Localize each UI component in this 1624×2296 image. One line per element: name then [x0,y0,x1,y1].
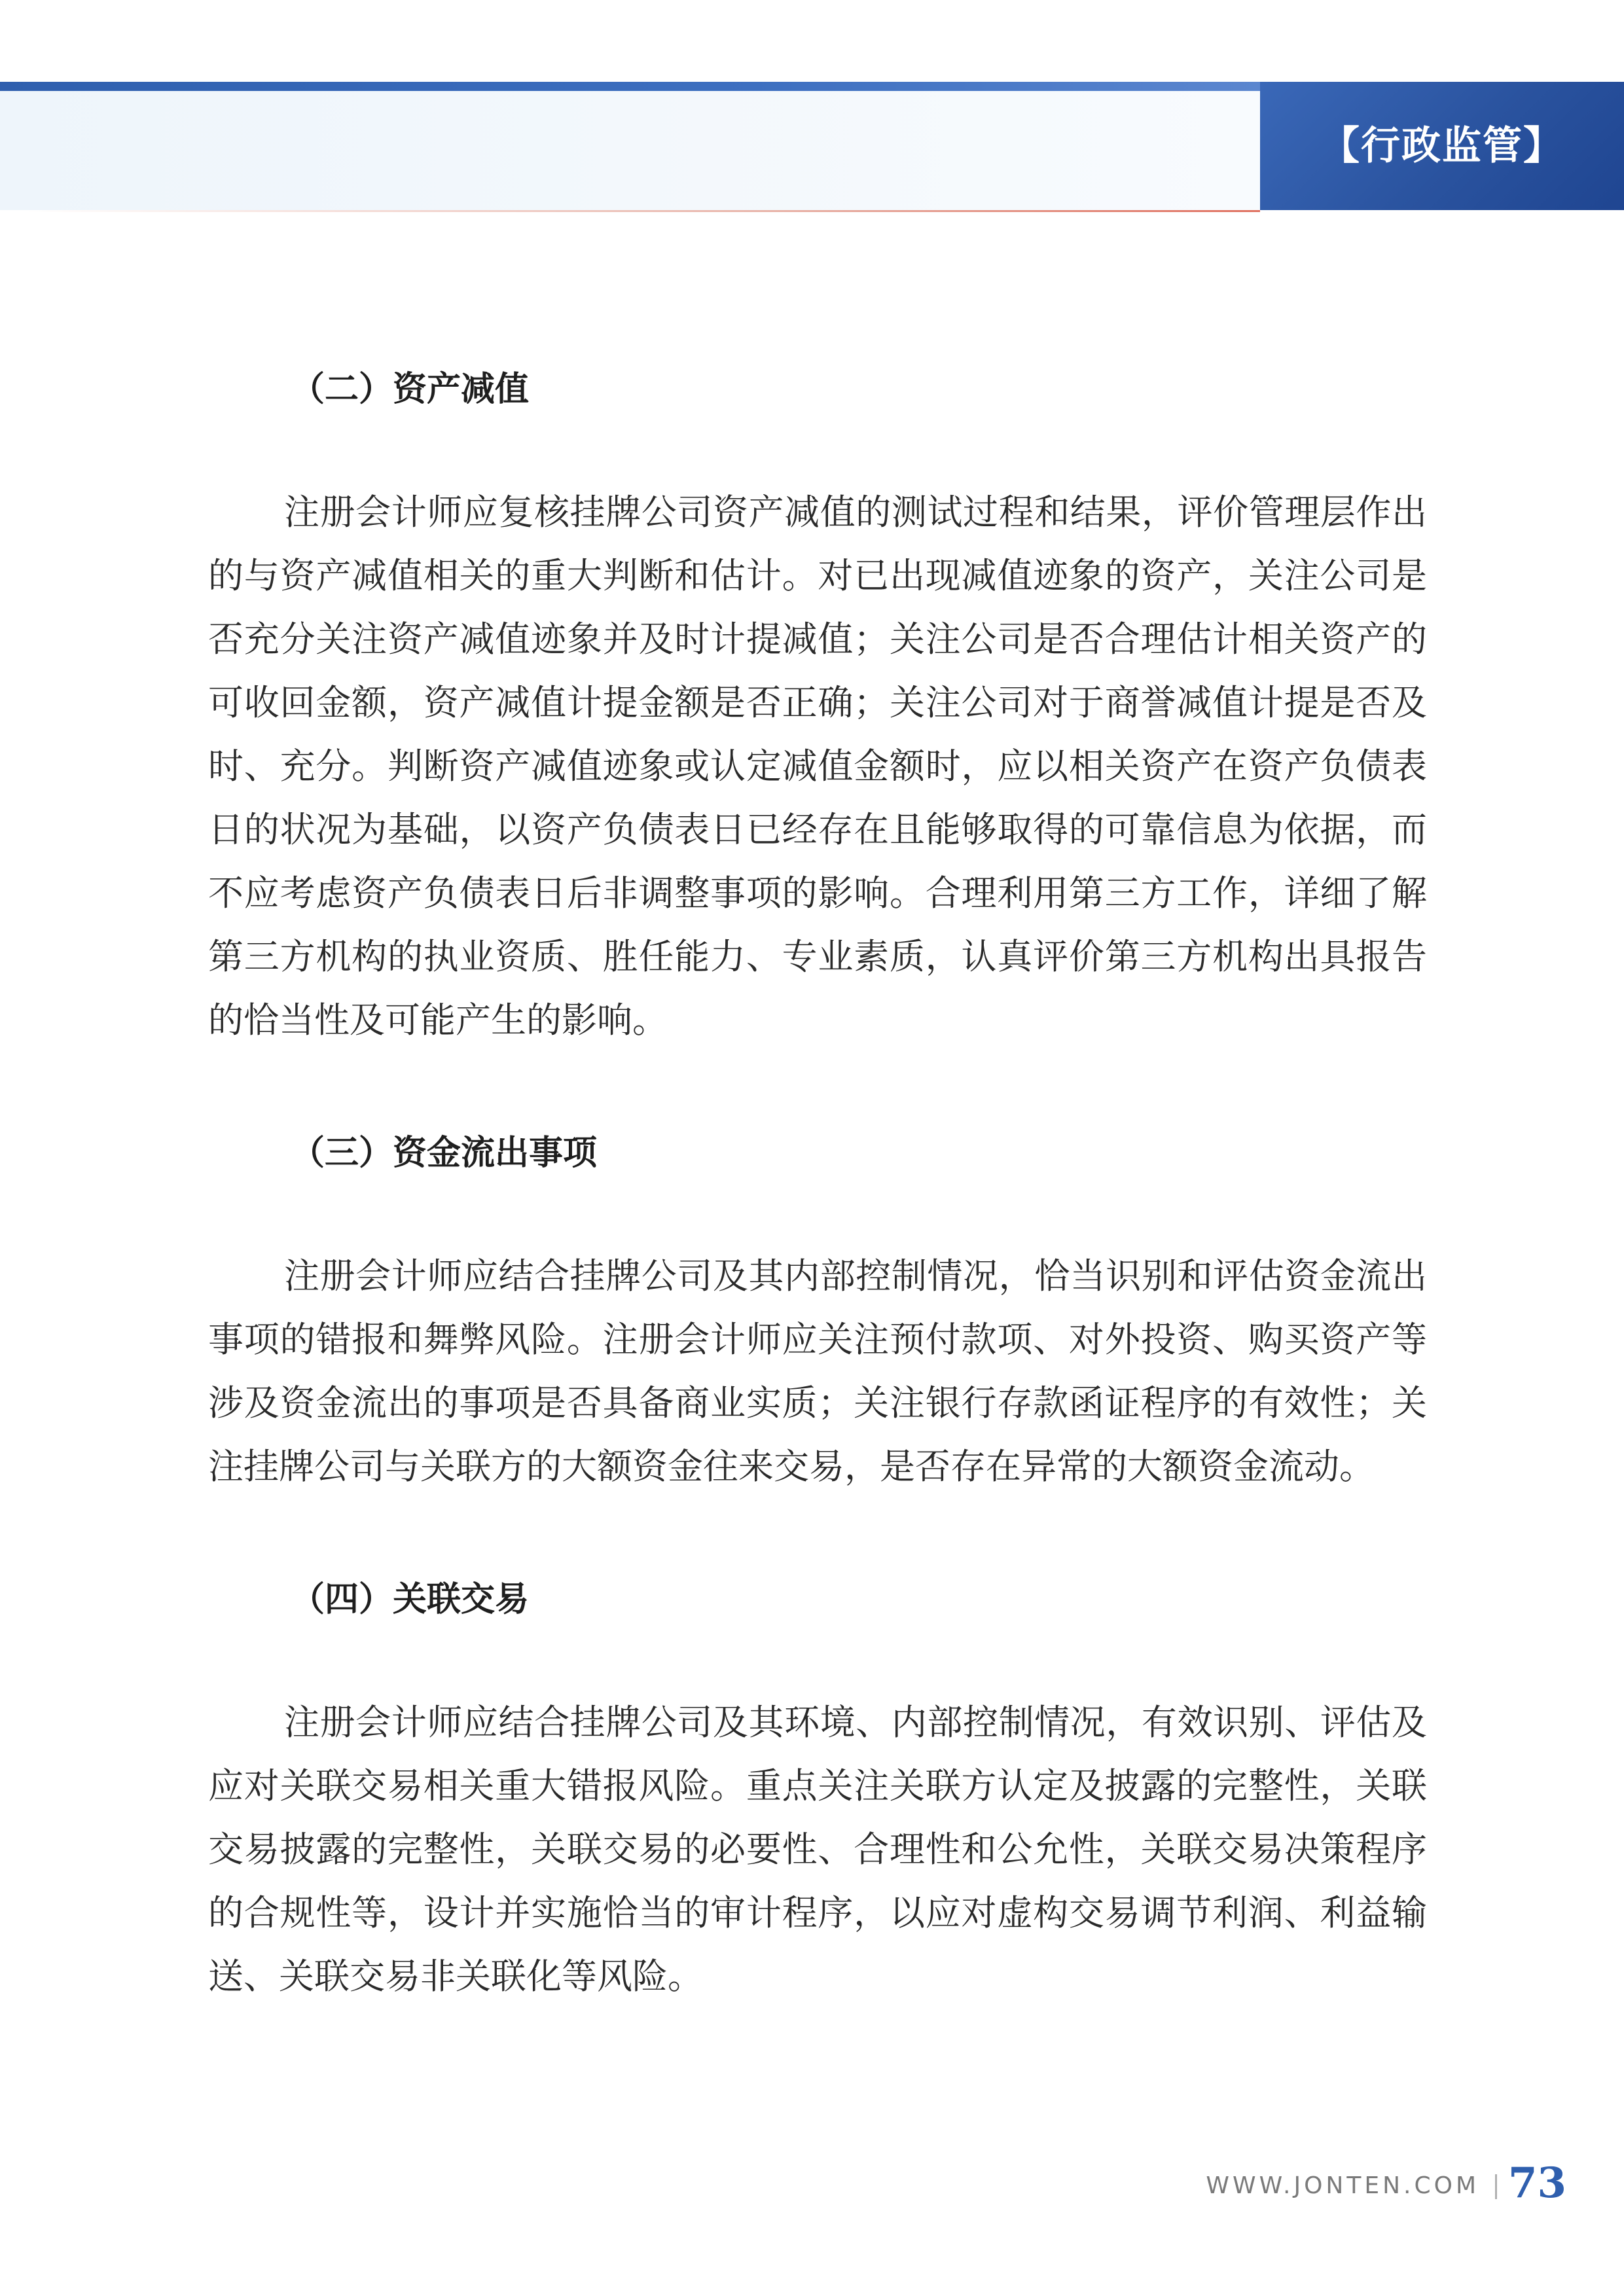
page-number: 73 [1508,2159,1567,2208]
section-paragraph: 注册会计师应结合挂牌公司及其环境、内部控制情况，有效识别、评估及应对关联交易相关重大错报风险。重点关注关联方认定及披露的完整性，关联交易披露的完整性，关联交易的必要性、合理性和公允性，关联交易决策程序的合规性等，设计并实施恰当的审计程序，以应对虚构交易调节利润、利益输送、关联交易非关联化等风险。 [208,1702,1427,1997]
section-asset-impairment [208,353,1427,1052]
header-underline [26,210,1260,212]
section-fund-outflow [208,1117,1427,1498]
header-top-rule [0,82,1260,91]
header-band [0,91,1260,210]
section-tag: 【行政监管】 [1320,123,1564,169]
section-related-party [208,1564,1427,2008]
section-paragraph: 注册会计师应复核挂牌公司资产减值的测试过程和结果，评价管理层作出的与资产减值相关的重大判断和估计。对已出现减值迹象的资产，关注公司是否充分关注资产减值迹象并及时计提减值；关注公司是否合理估计相关资产的可收回金额，资产减值计提金额是否正确；关注公司对于商誉减值计提是否及时、充分。判断资产减值迹象或认定减值金额时，应以相关资产在资产负债表日的状况为基础，以资产负债表日已经存在且能够取得的可靠信息为依据，而不应考虑资产负债表日后非调整事项的影响。合理利用第三方工作，详细了解第三方机构的执业资质、胜任能力、专业素质，认真评价第三方机构出具报告的恰当性及可能产生的影响。 [208,492,1427,1041]
footer-website: WWW.JONTEN.COM [1206,2172,1479,2199]
section-heading: （四）关联交易 [291,1580,530,1619]
section-paragraph: 注册会计师应结合挂牌公司及其内部控制情况，恰当识别和评估资金流出事项的错报和舞弊风险。注册会计师应关注预付款项、对外投资、购买资产等涉及资金流出的事项是否具备商业实质；关注银行存款函证程序的有效性；关注挂牌公司与关联方的大额资金往来交易，是否存在异常的大额资金流动。 [208,1255,1427,1487]
section-heading: （二）资产减值 [291,370,530,409]
section-heading: （三）资金流出事项 [291,1134,598,1173]
page-content [208,353,1427,2008]
footer-divider [1495,2174,1497,2199]
